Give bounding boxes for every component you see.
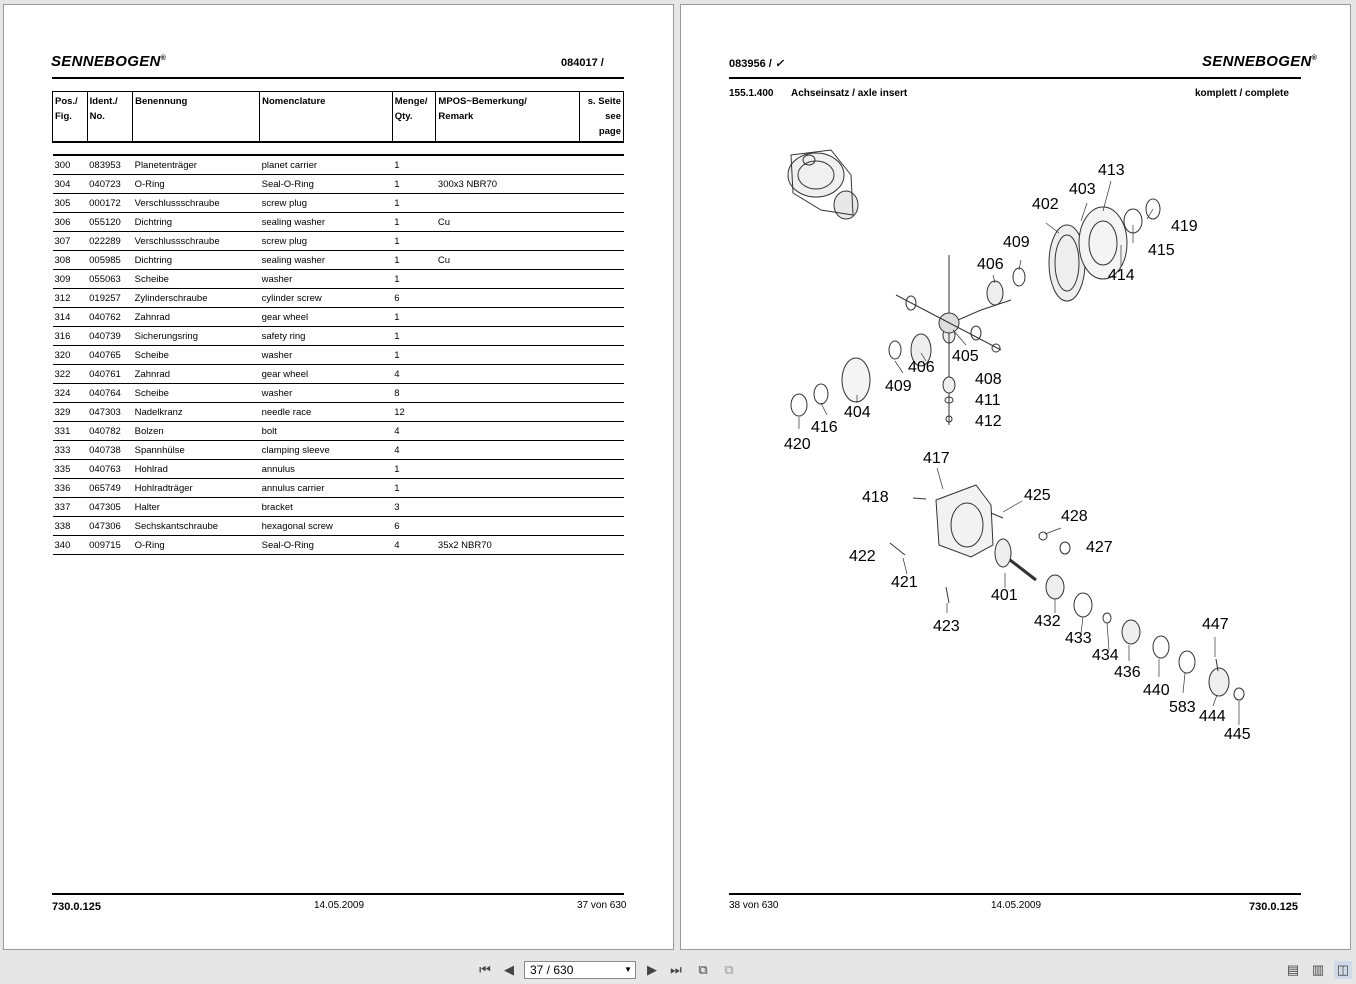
table-cell: gear wheel — [260, 365, 393, 384]
table-cell: 040739 — [87, 327, 132, 346]
table-cell: Spannhülse — [133, 441, 260, 460]
table-cell: Seal-O-Ring — [260, 175, 393, 194]
page-number-value: 37 / 630 — [530, 963, 574, 977]
col-remark: MPOS~Bemerkung/ Remark — [436, 92, 579, 143]
right-document-page — [680, 4, 1351, 950]
table-cell — [579, 460, 623, 479]
assembly-title: Achseinsatz / axle insert — [791, 88, 908, 99]
table-cell: 022289 — [87, 232, 132, 251]
table-cell — [436, 517, 579, 536]
forward-view-button[interactable] — [720, 961, 738, 979]
table-cell — [436, 441, 579, 460]
table-cell: hexagonal screw — [260, 517, 393, 536]
footer-code: 730.0.125 — [52, 901, 101, 913]
table-cell — [436, 365, 579, 384]
table-cell: 055063 — [87, 270, 132, 289]
callout-432: 432 — [1034, 613, 1061, 630]
table-cell: 333 — [53, 441, 88, 460]
table-cell: 314 — [53, 308, 88, 327]
table-cell — [436, 194, 579, 213]
table-row — [53, 346, 624, 365]
table-cell: sealing washer — [260, 213, 393, 232]
table-cell: 1 — [392, 232, 436, 251]
table-row — [53, 270, 624, 289]
table-cell: Dichtring — [133, 251, 260, 270]
footer-page: 38 von 630 — [729, 900, 779, 911]
table-cell: 309 — [53, 270, 88, 289]
table-cell: Scheibe — [133, 384, 260, 403]
table-cell: 335 — [53, 460, 88, 479]
table-cell — [579, 251, 623, 270]
table-cell — [579, 422, 623, 441]
single-page-view-button[interactable] — [1284, 961, 1302, 979]
table-cell: washer — [260, 346, 393, 365]
table-cell: 329 — [53, 403, 88, 422]
callout-434: 434 — [1092, 647, 1119, 664]
table-cell: 047303 — [87, 403, 132, 422]
table-cell: 331 — [53, 422, 88, 441]
callout-440: 440 — [1143, 682, 1170, 699]
col-see-page: s. Seite see page — [579, 92, 623, 143]
table-cell: Hohlradträger — [133, 479, 260, 498]
footer-page: 37 von 630 — [577, 900, 627, 911]
table-cell: 4 — [392, 536, 436, 555]
table-cell — [579, 308, 623, 327]
table-cell: Verschlussschraube — [133, 194, 260, 213]
table-row — [53, 384, 624, 403]
col-ident: Ident./ No. — [87, 92, 132, 143]
callout-409-lower: 409 — [885, 378, 912, 395]
footer-date: 14.05.2009 — [991, 900, 1042, 911]
table-cell: 047305 — [87, 498, 132, 517]
callout-412: 412 — [975, 413, 1002, 430]
table-row — [53, 289, 624, 308]
group-number: 155.1.400 — [729, 88, 774, 99]
table-cell: 1 — [392, 346, 436, 365]
col-nomenclature: Nomenclature — [260, 92, 393, 143]
table-cell — [436, 403, 579, 422]
table-cell: 312 — [53, 289, 88, 308]
table-cell — [579, 441, 623, 460]
logo-text: SENNEBOGEN — [1202, 53, 1312, 70]
callout-427: 427 — [1086, 539, 1113, 556]
table-row — [53, 251, 624, 270]
table-cell — [436, 308, 579, 327]
col-qty: Menge/ Qty. — [392, 92, 436, 143]
table-cell: 040723 — [87, 175, 132, 194]
triangle-left-icon: ◀ — [504, 962, 514, 977]
table-cell: 040763 — [87, 460, 132, 479]
table-row — [53, 327, 624, 346]
table-cell: Zahnrad — [133, 308, 260, 327]
callout-leaders — [799, 181, 1239, 725]
table-cell: 337 — [53, 498, 88, 517]
table-cell: 338 — [53, 517, 88, 536]
callout-404: 404 — [844, 404, 871, 421]
table-cell: 083953 — [87, 155, 132, 175]
table-row — [53, 498, 624, 517]
table-cell: 040761 — [87, 365, 132, 384]
table-row — [53, 517, 624, 536]
table-cell — [579, 213, 623, 232]
table-row — [53, 422, 624, 441]
table-cell: Cu — [436, 251, 579, 270]
callout-419: 419 — [1171, 218, 1198, 235]
table-row — [53, 175, 624, 194]
first-page-button[interactable] — [476, 961, 494, 979]
table-cell: 4 — [392, 441, 436, 460]
table-cell: Seal-O-Ring — [260, 536, 393, 555]
two-page-icon: ◫ — [1336, 962, 1350, 977]
table-cell: Sechskantschraube — [133, 517, 260, 536]
table-cell: clamping sleeve — [260, 441, 393, 460]
table-cell: 1 — [392, 213, 436, 232]
table-cell: 1 — [392, 251, 436, 270]
table-cell: Nadelkranz — [133, 403, 260, 422]
table-cell — [436, 327, 579, 346]
callout-583: 583 — [1169, 699, 1196, 716]
table-cell: cylinder screw — [260, 289, 393, 308]
last-page-button[interactable] — [667, 961, 685, 979]
table-cell — [579, 346, 623, 365]
triangle-right-icon: ▶ — [647, 962, 657, 977]
table-cell: Scheibe — [133, 270, 260, 289]
table-cell: 300x3 NBR70 — [436, 175, 579, 194]
table-cell: 055120 — [87, 213, 132, 232]
table-row — [53, 232, 624, 251]
table-cell: 1 — [392, 270, 436, 289]
table-cell: planet carrier — [260, 155, 393, 175]
doc-number: 084017 / — [561, 57, 604, 69]
callout-416: 416 — [811, 419, 838, 436]
table-cell: bracket — [260, 498, 393, 517]
table-row — [53, 365, 624, 384]
table-cell — [579, 479, 623, 498]
callout-447: 447 — [1202, 616, 1229, 633]
parts-table — [52, 91, 624, 555]
table-cell: safety ring — [260, 327, 393, 346]
table-cell: 019257 — [87, 289, 132, 308]
table-cell: 308 — [53, 251, 88, 270]
table-header — [53, 92, 624, 143]
table-row — [53, 308, 624, 327]
table-cell: 300 — [53, 155, 88, 175]
table-cell: sealing washer — [260, 251, 393, 270]
assembly-status: komplett / complete — [1195, 88, 1289, 99]
table-cell: 005985 — [87, 251, 132, 270]
table-cell: 306 — [53, 213, 88, 232]
table-cell: 4 — [392, 365, 436, 384]
table-cell — [579, 517, 623, 536]
logo-mark: ® — [160, 55, 167, 62]
table-cell: 065749 — [87, 479, 132, 498]
previous-page-button[interactable] — [500, 961, 518, 979]
table-cell: 8 — [392, 384, 436, 403]
callout-421: 421 — [891, 574, 918, 591]
table-cell — [579, 155, 623, 175]
table-cell: 047306 — [87, 517, 132, 536]
callout-428: 428 — [1061, 508, 1088, 525]
callout-417: 417 — [923, 450, 950, 467]
table-cell: 1 — [392, 308, 436, 327]
callout-425: 425 — [1024, 487, 1051, 504]
table-cell: Hohlrad — [133, 460, 260, 479]
table-cell: washer — [260, 270, 393, 289]
table-cell: 040765 — [87, 346, 132, 365]
table-cell — [579, 365, 623, 384]
table-cell: 1 — [392, 460, 436, 479]
table-cell — [579, 536, 623, 555]
continuous-page-icon: ▥ — [1311, 962, 1325, 977]
table-cell — [579, 270, 623, 289]
table-cell: 040762 — [87, 308, 132, 327]
callout-420: 420 — [784, 436, 811, 453]
table-cell: screw plug — [260, 232, 393, 251]
footer-date: 14.05.2009 — [314, 900, 365, 911]
table-cell — [579, 175, 623, 194]
continuous-view-button[interactable] — [1309, 961, 1327, 979]
table-cell — [579, 403, 623, 422]
callout-405: 405 — [952, 348, 979, 365]
callout-403: 403 — [1069, 181, 1096, 198]
callout-433: 433 — [1065, 630, 1092, 647]
checkmark-icon: ✓ — [774, 58, 785, 70]
skip-first-icon: ⏮ — [479, 962, 491, 977]
table-cell: 316 — [53, 327, 88, 346]
table-cell: 6 — [392, 289, 436, 308]
viewer-toolbar — [0, 956, 1356, 984]
callout-401: 401 — [991, 587, 1018, 604]
table-cell: 040738 — [87, 441, 132, 460]
single-page-icon: ▤ — [1286, 962, 1300, 977]
table-cell: 322 — [53, 365, 88, 384]
skip-last-icon: ⏭ — [670, 962, 682, 977]
table-cell: 336 — [53, 479, 88, 498]
table-cell: 307 — [53, 232, 88, 251]
table-cell: 4 — [392, 422, 436, 441]
table-cell — [579, 194, 623, 213]
table-cell — [579, 384, 623, 403]
callout-436: 436 — [1114, 664, 1141, 681]
footer-divider — [52, 893, 624, 895]
table-cell: Halter — [133, 498, 260, 517]
table-cell: annulus carrier — [260, 479, 393, 498]
table-cell — [436, 155, 579, 175]
table-cell — [436, 479, 579, 498]
table-cell — [436, 289, 579, 308]
header-divider — [52, 77, 624, 79]
table-cell: 3 — [392, 498, 436, 517]
table-cell: annulus — [260, 460, 393, 479]
table-row — [53, 441, 624, 460]
table-row — [53, 536, 624, 555]
callout-423: 423 — [933, 618, 960, 635]
table-cell: Cu — [436, 213, 579, 232]
callout-408: 408 — [975, 371, 1002, 388]
table-cell: screw plug — [260, 194, 393, 213]
table-cell — [436, 460, 579, 479]
callout-444: 444 — [1199, 708, 1226, 725]
table-row — [53, 479, 624, 498]
table-row — [53, 403, 624, 422]
callout-409: 409 — [1003, 234, 1030, 251]
table-cell: Bolzen — [133, 422, 260, 441]
back-view-button[interactable] — [694, 961, 712, 979]
table-cell: Sicherungsring — [133, 327, 260, 346]
table-cell: 12 — [392, 403, 436, 422]
callout-413: 413 — [1098, 162, 1125, 179]
chevron-down-icon[interactable]: ▼ — [624, 965, 632, 974]
logo-text: SENNEBOGEN — [51, 53, 161, 70]
table-cell — [436, 346, 579, 365]
table-cell — [436, 232, 579, 251]
table-cell: 35x2 NBR70 — [436, 536, 579, 555]
col-pos: Pos./ Fig. — [53, 92, 88, 143]
callout-418: 418 — [862, 489, 889, 506]
table-cell — [579, 232, 623, 251]
table-cell: 304 — [53, 175, 88, 194]
callout-414: 414 — [1108, 267, 1135, 284]
table-row — [53, 460, 624, 479]
table-cell — [436, 422, 579, 441]
table-row — [53, 194, 624, 213]
table-cell — [436, 384, 579, 403]
table-cell: 1 — [392, 175, 436, 194]
footer-divider — [729, 893, 1301, 895]
callout-411: 411 — [975, 392, 1001, 409]
callout-402: 402 — [1032, 196, 1059, 213]
table-cell: Scheibe — [133, 346, 260, 365]
table-cell: Planetenträger — [133, 155, 260, 175]
table-cell: Verschlussschraube — [133, 232, 260, 251]
table-cell: 6 — [392, 517, 436, 536]
table-cell: 1 — [392, 479, 436, 498]
table-cell: 324 — [53, 384, 88, 403]
callout-406-lower: 406 — [908, 359, 935, 376]
table-cell: 040782 — [87, 422, 132, 441]
table-cell: 320 — [53, 346, 88, 365]
table-cell: 340 — [53, 536, 88, 555]
table-cell: 305 — [53, 194, 88, 213]
footer-code: 730.0.125 — [1249, 901, 1298, 913]
table-cell: gear wheel — [260, 308, 393, 327]
next-page-button[interactable] — [643, 961, 661, 979]
table-row — [53, 213, 624, 232]
forward-view-icon: ⧉ — [724, 962, 734, 977]
table-cell: bolt — [260, 422, 393, 441]
table-cell: 1 — [392, 327, 436, 346]
callout-422: 422 — [849, 548, 876, 565]
table-cell: O-Ring — [133, 175, 260, 194]
table-cell: washer — [260, 384, 393, 403]
page-number-input[interactable] — [524, 961, 636, 979]
table-row — [53, 155, 624, 175]
table-cell: 000172 — [87, 194, 132, 213]
table-cell: O-Ring — [133, 536, 260, 555]
col-benennung: Benennung — [133, 92, 260, 143]
table-cell — [579, 327, 623, 346]
callout-445: 445 — [1224, 726, 1251, 743]
table-cell: Dichtring — [133, 213, 260, 232]
callout-406: 406 — [977, 256, 1004, 273]
table-cell: 040764 — [87, 384, 132, 403]
table-cell: Zylinderschraube — [133, 289, 260, 308]
two-page-view-button[interactable] — [1334, 961, 1352, 979]
left-document-page — [3, 4, 674, 950]
table-cell: 1 — [392, 155, 436, 175]
assembly-thumbnail — [788, 150, 858, 219]
table-cell — [436, 270, 579, 289]
table-cell: Zahnrad — [133, 365, 260, 384]
logo-mark: ® — [1311, 55, 1318, 62]
brand-logo — [51, 53, 166, 70]
table-cell — [579, 498, 623, 517]
back-view-icon: ⧉ — [698, 962, 708, 977]
table-cell — [579, 289, 623, 308]
table-cell: 009715 — [87, 536, 132, 555]
table-cell — [436, 498, 579, 517]
doc-number: 083956 / ✓ — [729, 58, 785, 70]
exploded-view-diagram — [681, 5, 1352, 885]
callout-415: 415 — [1148, 242, 1175, 259]
table-cell: needle race — [260, 403, 393, 422]
table-cell: 1 — [392, 194, 436, 213]
